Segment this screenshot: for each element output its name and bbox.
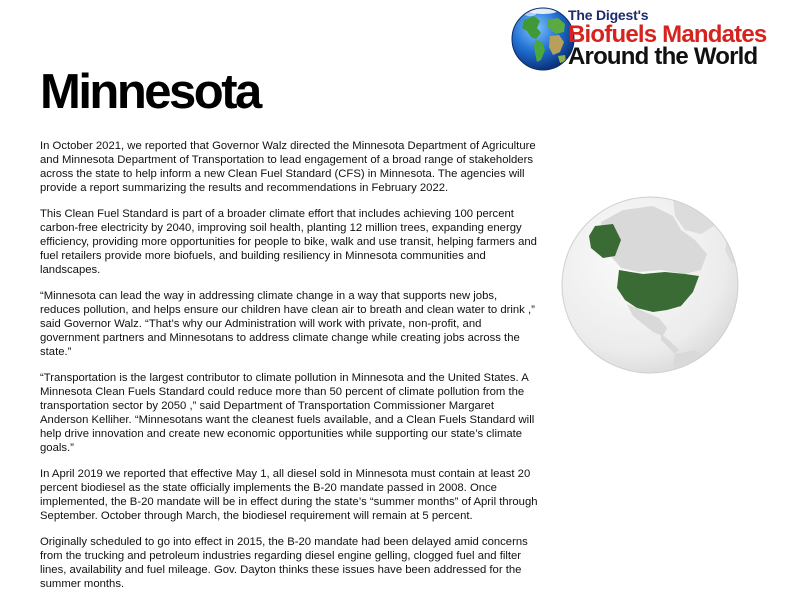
page-title: Minnesota [40,65,260,119]
article-paragraph: “Minnesota can lead the way in addressing climate change in a way that supports new jobs, reduces pollution, and helps ensure our children have clean air to breath and clean water to drink ,” said Governor Walz. “That’s why our Administration will work with private, non-profit, and government partners and Minnesotans to address climate change while creating jobs across the state.” [40,290,535,358]
logo-title-line2: Around the World [568,43,758,70]
article-paragraph: In October 2021, we reported that Governor Walz directed the Minnesota Department of Agriculture and Minnesota Department of Transportation to lead engagement of a broad range of stakeholders across the state to help inform a new Clean Fuel Standard (CFS) in Minnesota. The agencies will provide a report summarizing the results and recommendations in February 2022. [40,140,536,194]
digest-logo [510,6,790,70]
north-america-globe-map [561,196,739,374]
article-paragraph: Originally scheduled to go into effect in 2015, the B-20 mandate had been delayed amid concerns from the trucking and petroleum industries regarding diesel engine gelling, clogged fuel and filter lines, availability and fuel mileage. Gov. Dayton thinks these issues have been addressed for the summer months. [40,536,528,590]
logo-title-line1: Biofuels Mandates [568,21,767,48]
logo-text [568,8,798,69]
logo-subtitle: The Digest's [568,7,649,23]
article-paragraph: In April 2019 we reported that effective May 1, all diesel sold in Minnesota must contain at least 20 percent biodiesel as the state officially implements the B-20 mandate passed in 2008. Once implemented, the B-20 mandate will be in effect during the state’s “summer months” of April through September. October through March, the biodiesel requirement will remain at 5 percent. [40,468,538,522]
article-paragraph: This Clean Fuel Standard is part of a broader climate effort that includes achieving 100 percent carbon-free electricity by 2040, improving soil health, planting 12 million trees, expanding energy efficiency, providing more opportunities for people to bike, walk and use transit, helping farmers and fuel retailers provide more biofuels, and building resiliency in Minnesota communities and landscapes. [40,208,537,276]
earth-globe-icon [510,6,576,72]
article-paragraph: “Transportation is the largest contributor to climate pollution in Minnesota and the United States. A Minnesota Clean Fuels Standard could reduce more than 50 percent of climate pollution from the transportation sector by 2050 ,” said Department of Transportation Commissioner Margaret Anderson Kelliher. “Minnesotans want the cleanest fuels available, and a Clean Fuels Standard will help drive innovation and create new economic opportunities while supporting our state’s climate goals.” [40,372,535,454]
article-body [40,139,540,603]
